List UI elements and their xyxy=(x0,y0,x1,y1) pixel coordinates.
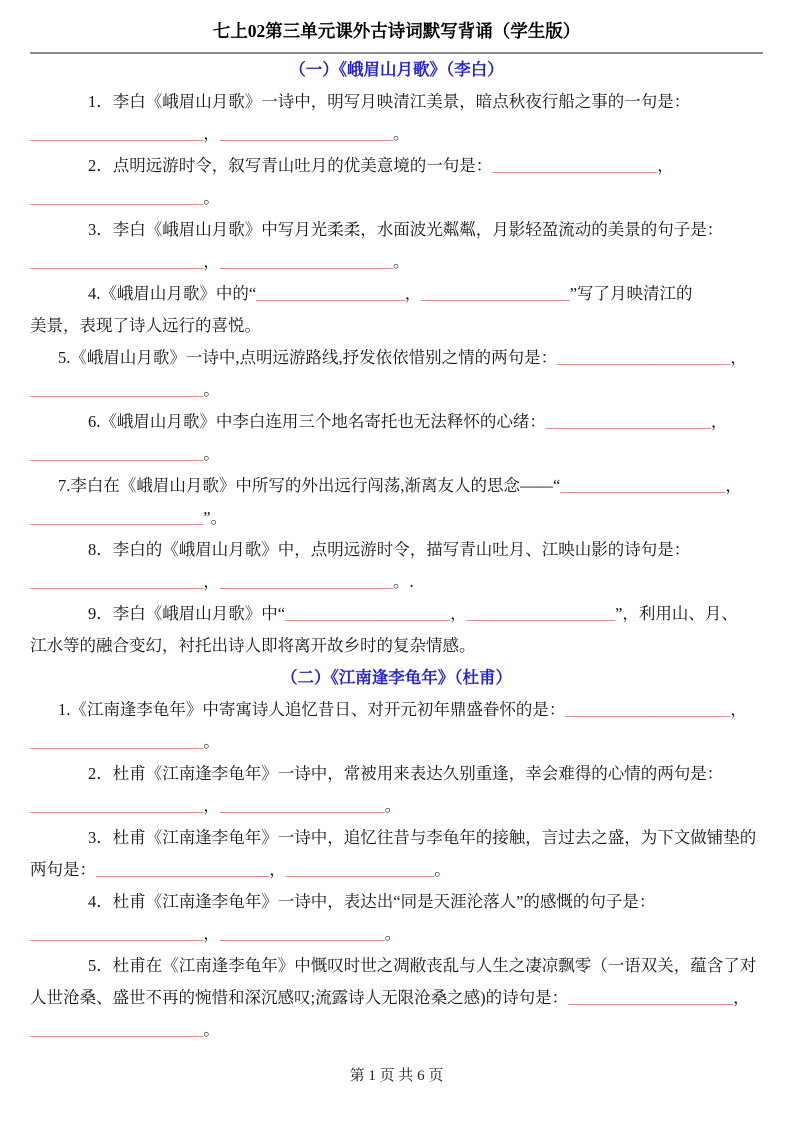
question-text: ， xyxy=(657,156,674,175)
question xyxy=(30,950,763,1046)
answer-blank: ____________________ xyxy=(492,156,658,175)
doc-title: 七上02第三单元课外古诗词默写背诵（学生版） xyxy=(212,21,581,41)
answer-blank: __________________ xyxy=(256,284,405,303)
question-text: 5.《峨眉山月歌》一诗中,点明远游路线,抒发依依惜别之情的两句是： xyxy=(58,348,558,367)
question xyxy=(30,214,763,278)
question-line xyxy=(30,1014,763,1046)
section-heading: （一）《峨眉山月歌》（李白） xyxy=(289,60,504,79)
question-text: ， xyxy=(730,700,747,719)
question-text: 。 xyxy=(203,188,220,207)
answer-blank: _____________________ xyxy=(219,572,393,591)
answer-blank: __________________ xyxy=(466,604,616,623)
question xyxy=(30,694,763,758)
question-text: ， xyxy=(450,604,467,623)
question-line xyxy=(30,982,763,1014)
question xyxy=(30,598,763,662)
question-line xyxy=(30,822,763,854)
question-text: 。 xyxy=(203,1020,220,1039)
question xyxy=(30,758,763,822)
answer-blank: __________________ xyxy=(285,860,435,879)
question-text: 两句是： xyxy=(30,860,96,879)
question-text: 9．李白《峨眉山月歌》中“ xyxy=(88,604,286,623)
question-text: 2．点明远游时令，叙写青山吐月的优美意境的一句是： xyxy=(88,156,493,175)
answer-blank: _____________________ xyxy=(30,252,204,271)
question-text: 3．李白《峨眉山月歌》中写月光柔柔，水面波光粼粼，月影轻盈流动的美景的句子是： xyxy=(88,220,724,239)
question-line xyxy=(30,918,763,950)
question-text: ”写了月映清江的 xyxy=(569,284,693,303)
question-text: 4．杜甫《江南逢李龟年》一诗中，表达出“同是天涯沦落人”的感慨的句子是： xyxy=(88,892,656,911)
question-line xyxy=(30,726,763,758)
question-line xyxy=(30,566,763,598)
question xyxy=(30,822,763,886)
answer-blank: _____________________ xyxy=(30,508,204,527)
question-line xyxy=(30,374,763,406)
question-text: 。 xyxy=(203,444,220,463)
question-text: 8．李白的《峨眉山月歌》中，点明远游时令，描写青山吐月、江映山影的诗句是： xyxy=(88,540,691,559)
answer-blank: _____________________ xyxy=(30,1020,204,1039)
question xyxy=(30,342,763,406)
answer-blank: ____________________ xyxy=(565,700,731,719)
question-text: 1.《江南逢李龟年》中寄寓诗人追忆昔日、对开元初年鼎盛眷怀的是： xyxy=(58,700,566,719)
question-text: 4.《峨眉山月歌》中的“ xyxy=(88,284,257,303)
answer-blank: ____________________ xyxy=(219,924,385,943)
question-text: 2．杜甫《江南逢李龟年》一诗中，常被用来表达久别重逢，幸会难得的心情的两句是： xyxy=(88,764,724,783)
answer-blank: _____________________ xyxy=(30,924,204,943)
question-text: 3．杜甫《江南逢李龟年》一诗中，追忆往昔与李龟年的接触，言过去之盛，为下文做铺垫的 xyxy=(88,828,757,847)
question-text: 7.李白在《峨眉山月歌》中所写的外出远行闯荡,渐离友人的思念——“ xyxy=(58,476,561,495)
question-line xyxy=(30,118,763,150)
question-text: 美景，表现了诗人远行的喜悦。 xyxy=(30,316,261,335)
answer-blank: _____________________ xyxy=(30,796,204,815)
answer-blank: __________________ xyxy=(421,284,570,303)
question-line xyxy=(30,406,763,438)
question-line xyxy=(30,534,763,566)
question-text: ， xyxy=(269,860,286,879)
question-line xyxy=(30,598,763,630)
question-text: 。 xyxy=(393,252,410,271)
question-text: ， xyxy=(203,124,220,143)
question-line xyxy=(30,278,763,310)
answer-blank: _____________________ xyxy=(30,732,204,751)
question-line xyxy=(30,342,763,374)
answer-blank: _____________________ xyxy=(219,252,393,271)
question-text: 6.《峨眉山月歌》中李白连用三个地名寄托也无法释怀的心绪： xyxy=(88,412,546,431)
question-text: ”。 xyxy=(203,508,228,527)
question-text: 江水等的融合变幻，衬托出诗人即将离开故乡时的复杂情感。 xyxy=(30,636,476,655)
answer-blank: _____________________ xyxy=(30,124,204,143)
question-line xyxy=(30,150,763,182)
question-text: 。 xyxy=(203,732,220,751)
question-line xyxy=(30,86,763,118)
question-text: ， xyxy=(404,284,422,303)
question-line xyxy=(30,502,763,534)
answer-blank: ____________________ xyxy=(568,988,734,1007)
question xyxy=(30,406,763,470)
question-line xyxy=(30,182,763,214)
question-text: 。 xyxy=(203,380,220,399)
answer-blank: _____________________ xyxy=(30,444,204,463)
question-text: 人世沧桑、盛世不再的惋惜和深沉感叹;流露诗人无限沧桑之感)的诗句是： xyxy=(30,988,569,1007)
question xyxy=(30,278,763,342)
question-text: ， xyxy=(710,412,728,431)
question-text: ， xyxy=(725,476,742,495)
question-text: ， xyxy=(203,796,220,815)
answer-blank: ____________________ xyxy=(560,476,726,495)
question-line xyxy=(30,470,763,502)
question-text: 。 xyxy=(384,924,402,943)
answer-blank: _____________________ xyxy=(30,572,204,591)
question-line xyxy=(30,758,763,790)
question-text: 。 xyxy=(434,860,451,879)
question-text: ， xyxy=(733,988,750,1007)
question-line xyxy=(30,790,763,822)
answer-blank: ____________________ xyxy=(545,412,711,431)
answer-blank: ____________________ xyxy=(219,796,385,815)
question xyxy=(30,150,763,214)
question-text: ”，利用山、月、 xyxy=(615,604,738,623)
question-text: ， xyxy=(203,252,220,271)
answer-blank: ____________________ xyxy=(285,604,451,623)
question-text: 。. xyxy=(393,572,414,591)
answer-blank: _____________________ xyxy=(96,860,270,879)
question-text: 5．杜甫在《江南逢李龟年》中慨叹时世之凋敝丧乱与人生之凄凉飘零（一语双关，蕴含了对 xyxy=(88,956,757,975)
question xyxy=(30,470,763,534)
question-line xyxy=(30,630,763,662)
question-text: ， xyxy=(730,348,747,367)
question-line xyxy=(30,950,763,982)
answer-blank: _____________________ xyxy=(557,348,731,367)
answer-blank: _____________________ xyxy=(30,188,204,207)
question xyxy=(30,886,763,950)
question-text: 1．李白《峨眉山月歌》一诗中，明写月映清江美景，暗点秋夜行船之事的一句是： xyxy=(88,92,691,111)
question xyxy=(30,534,763,598)
question-line xyxy=(30,438,763,470)
question-line xyxy=(30,694,763,726)
question xyxy=(30,86,763,150)
question-line xyxy=(30,310,763,342)
question-line xyxy=(30,246,763,278)
section-heading: （二）《江南逢李龟年》（杜甫） xyxy=(281,668,512,687)
document-body xyxy=(30,54,763,1046)
question-text: ， xyxy=(203,924,220,943)
page-footer: 第 1 页 共 6 页 xyxy=(349,1068,444,1084)
question-text: 。 xyxy=(384,796,402,815)
question-text: ， xyxy=(203,572,220,591)
question-line xyxy=(30,886,763,918)
question-line xyxy=(30,214,763,246)
question-text: 。 xyxy=(393,124,410,143)
question-line xyxy=(30,854,763,886)
answer-blank: _____________________ xyxy=(219,124,393,143)
answer-blank: _____________________ xyxy=(30,380,204,399)
